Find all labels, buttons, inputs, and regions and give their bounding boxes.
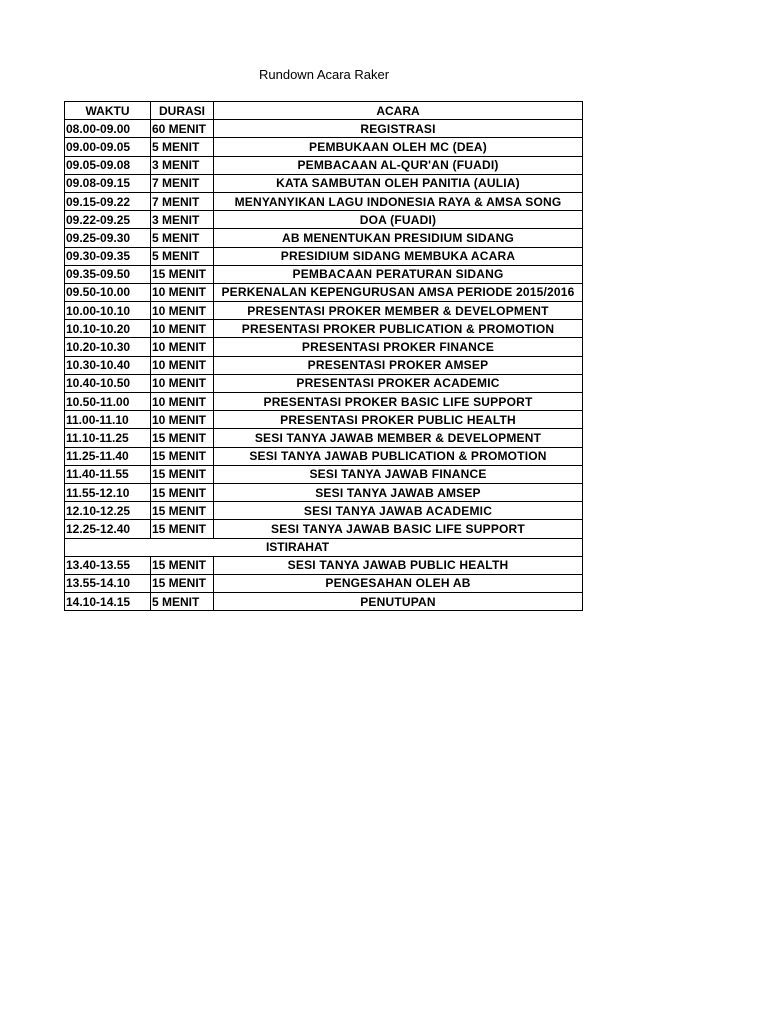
cell-durasi: 10 MENIT <box>151 411 214 429</box>
table-row <box>65 156 583 174</box>
cell-waktu: 09.00-09.05 <box>65 138 151 156</box>
cell-acara: PEMBACAAN PERATURAN SIDANG <box>214 265 583 283</box>
cell-acara: PEMBACAAN AL-QUR'AN (FUADI) <box>214 156 583 174</box>
cell-acara: PRESENTASI PROKER PUBLICATION & PROMOTION <box>214 320 583 338</box>
cell-acara: PERKENALAN KEPENGURUSAN AMSA PERIODE 2015/2016 <box>214 283 583 301</box>
cell-durasi: 15 MENIT <box>151 483 214 501</box>
cell-acara: PENGESAHAN OLEH AB <box>214 574 583 592</box>
cell-durasi: 5 MENIT <box>151 593 214 611</box>
table-row <box>65 593 583 611</box>
table-row <box>65 283 583 301</box>
break-cell <box>65 538 583 556</box>
cell-acara: PENUTUPAN <box>214 593 583 611</box>
cell-acara: PEMBUKAAN OLEH MC (DEA) <box>214 138 583 156</box>
cell-waktu: 12.10-12.25 <box>65 502 151 520</box>
cell-waktu: 10.40-10.50 <box>65 374 151 392</box>
cell-durasi: 15 MENIT <box>151 429 214 447</box>
cell-durasi: 15 MENIT <box>151 265 214 283</box>
cell-acara: SESI TANYA JAWAB FINANCE <box>214 465 583 483</box>
cell-acara: AB MENENTUKAN PRESIDIUM SIDANG <box>214 229 583 247</box>
cell-durasi: 10 MENIT <box>151 356 214 374</box>
cell-waktu: 11.00-11.10 <box>65 411 151 429</box>
cell-acara: PRESENTASI PROKER PUBLIC HEALTH <box>214 411 583 429</box>
cell-durasi: 10 MENIT <box>151 320 214 338</box>
cell-durasi: 15 MENIT <box>151 502 214 520</box>
column-header-waktu: WAKTU <box>65 102 151 120</box>
cell-waktu: 11.25-11.40 <box>65 447 151 465</box>
cell-durasi: 15 MENIT <box>151 556 214 574</box>
table-row <box>65 465 583 483</box>
cell-durasi: 3 MENIT <box>151 156 214 174</box>
table-row <box>65 556 583 574</box>
table-row <box>65 429 583 447</box>
table-row <box>65 520 583 538</box>
table-row <box>65 411 583 429</box>
cell-durasi: 10 MENIT <box>151 374 214 392</box>
cell-waktu: 11.10-11.25 <box>65 429 151 447</box>
cell-waktu: 13.55-14.10 <box>65 574 151 592</box>
cell-acara: SESI TANYA JAWAB AMSEP <box>214 483 583 501</box>
rundown-table <box>64 101 583 611</box>
cell-waktu: 09.05-09.08 <box>65 156 151 174</box>
cell-durasi: 15 MENIT <box>151 574 214 592</box>
cell-waktu: 11.55-12.10 <box>65 483 151 501</box>
table-row <box>65 338 583 356</box>
cell-durasi: 60 MENIT <box>151 120 214 138</box>
cell-acara: PRESENTASI PROKER BASIC LIFE SUPPORT <box>214 393 583 411</box>
cell-durasi: 10 MENIT <box>151 338 214 356</box>
table-row <box>65 356 583 374</box>
cell-waktu: 11.40-11.55 <box>65 465 151 483</box>
cell-durasi: 15 MENIT <box>151 520 214 538</box>
table-row <box>65 138 583 156</box>
table-row <box>65 247 583 265</box>
cell-waktu: 14.10-14.15 <box>65 593 151 611</box>
cell-durasi: 15 MENIT <box>151 465 214 483</box>
table-row <box>65 483 583 501</box>
cell-acara: SESI TANYA JAWAB ACADEMIC <box>214 502 583 520</box>
cell-acara: PRESENTASI PROKER MEMBER & DEVELOPMENT <box>214 302 583 320</box>
cell-waktu: 09.22-09.25 <box>65 211 151 229</box>
cell-durasi: 10 MENIT <box>151 302 214 320</box>
table-header-row <box>65 102 583 120</box>
cell-durasi: 5 MENIT <box>151 138 214 156</box>
cell-acara: SESI TANYA JAWAB MEMBER & DEVELOPMENT <box>214 429 583 447</box>
cell-waktu: 10.00-10.10 <box>65 302 151 320</box>
cell-acara: PRESIDIUM SIDANG MEMBUKA ACARA <box>214 247 583 265</box>
column-header-acara: ACARA <box>214 102 583 120</box>
table-row <box>65 229 583 247</box>
cell-waktu: 09.35-09.50 <box>65 265 151 283</box>
table-row <box>65 574 583 592</box>
cell-waktu: 10.50-11.00 <box>65 393 151 411</box>
table-row <box>65 174 583 192</box>
cell-acara: MENYANYIKAN LAGU INDONESIA RAYA & AMSA SONG <box>214 192 583 210</box>
table-row <box>65 211 583 229</box>
cell-waktu: 09.08-09.15 <box>65 174 151 192</box>
cell-acara: KATA SAMBUTAN OLEH PANITIA (AULIA) <box>214 174 583 192</box>
cell-waktu: 10.10-10.20 <box>65 320 151 338</box>
cell-acara: DOA (FUADI) <box>214 211 583 229</box>
cell-waktu: 09.30-09.35 <box>65 247 151 265</box>
cell-durasi: 5 MENIT <box>151 229 214 247</box>
table-row <box>65 374 583 392</box>
table-row-break <box>65 538 583 556</box>
cell-acara: PRESENTASI PROKER AMSEP <box>214 356 583 374</box>
column-header-durasi: DURASI <box>151 102 214 120</box>
cell-durasi: 5 MENIT <box>151 247 214 265</box>
cell-acara: SESI TANYA JAWAB PUBLIC HEALTH <box>214 556 583 574</box>
table-body <box>65 120 583 611</box>
cell-waktu: 09.25-09.30 <box>65 229 151 247</box>
cell-waktu: 10.20-10.30 <box>65 338 151 356</box>
cell-waktu: 12.25-12.40 <box>65 520 151 538</box>
cell-acara: REGISTRASI <box>214 120 583 138</box>
table-row <box>65 120 583 138</box>
table-row <box>65 393 583 411</box>
cell-acara: SESI TANYA JAWAB PUBLICATION & PROMOTION <box>214 447 583 465</box>
break-label: ISTIRAHAT <box>265 540 330 555</box>
cell-durasi: 7 MENIT <box>151 192 214 210</box>
cell-acara: SESI TANYA JAWAB BASIC LIFE SUPPORT <box>214 520 583 538</box>
document-title: Rundown Acara Raker <box>259 67 390 82</box>
table-row <box>65 265 583 283</box>
table-row <box>65 447 583 465</box>
cell-waktu: 08.00-09.00 <box>65 120 151 138</box>
table-row <box>65 192 583 210</box>
cell-waktu: 09.15-09.22 <box>65 192 151 210</box>
cell-durasi: 15 MENIT <box>151 447 214 465</box>
cell-acara: PRESENTASI PROKER ACADEMIC <box>214 374 583 392</box>
table-row <box>65 302 583 320</box>
cell-durasi: 3 MENIT <box>151 211 214 229</box>
cell-waktu: 09.50-10.00 <box>65 283 151 301</box>
cell-durasi: 7 MENIT <box>151 174 214 192</box>
cell-durasi: 10 MENIT <box>151 283 214 301</box>
table-row <box>65 502 583 520</box>
cell-durasi: 10 MENIT <box>151 393 214 411</box>
cell-acara: PRESENTASI PROKER FINANCE <box>214 338 583 356</box>
cell-waktu: 13.40-13.55 <box>65 556 151 574</box>
cell-waktu: 10.30-10.40 <box>65 356 151 374</box>
table-row <box>65 320 583 338</box>
